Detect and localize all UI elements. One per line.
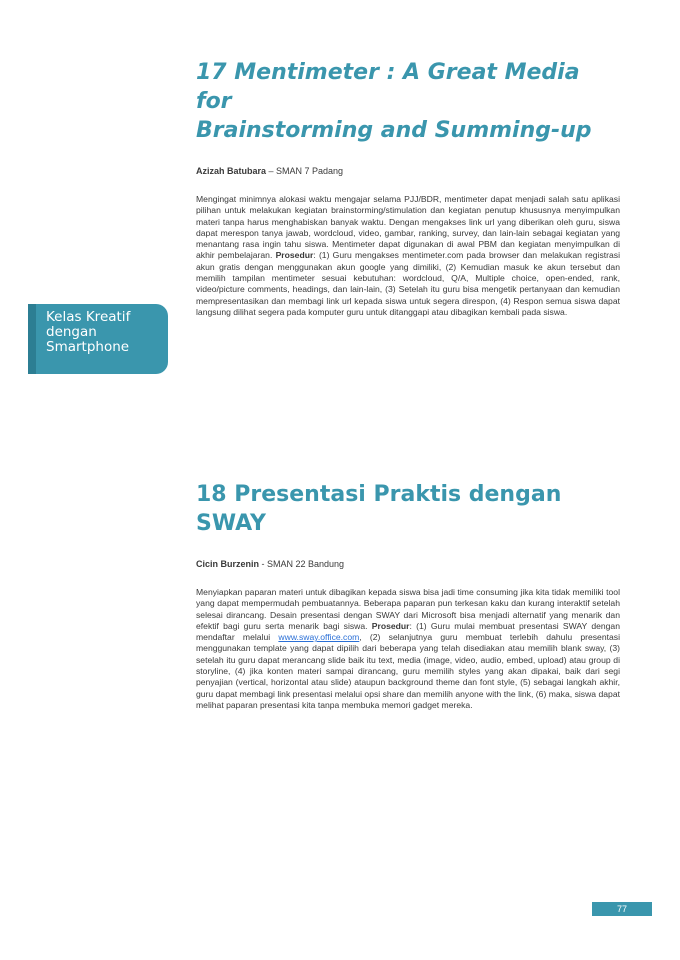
section-18-body	[196, 587, 620, 711]
section-17-procedure-label: Prosedur	[275, 250, 314, 261]
section-18	[196, 480, 620, 711]
section-18-author	[196, 558, 620, 570]
side-tab-line-1: Kelas Kreatif	[46, 309, 131, 325]
sway-link[interactable]: www.sway.office.com	[278, 632, 360, 643]
section-18-author-school: - SMAN 22 Bandung	[259, 559, 345, 569]
section-18-body-steps: , (2) selanjutnya guru membuat terlebih dahulu presentasi menggunakan template yang dapat dipilih dari beberapa yang telah disediakan atau memilih blank sway, (3) setelah itu guru dapat merancang slide baik itu text, media (image, video, audio, embed, upload) atau group di storyline, (4) jika konten materi sampai dirancang, guru memilih styles yang akan dipakai, baik dari segi penyajian (vertical, horizontal atau slide) ataupun background theme dan font style, (5) sebagai langkah akhir, guru dapat membagi link presentasi melalui opsi share dan memilih anyone with the link, (6) maka, siswa dapat melihat paparan presentasi kita tanpa membuka memori gadget mereka.	[196, 632, 620, 710]
side-tab-line-3: Smartphone	[46, 339, 130, 355]
section-18-title-line-1: 18 Presentasi Praktis dengan	[196, 482, 562, 507]
section-17-author-name: Azizah Batubara	[196, 166, 267, 176]
page-number: 77	[592, 902, 652, 916]
section-17	[196, 58, 620, 318]
section-17-title-line-2: Brainstorming and Summing-up	[196, 118, 592, 143]
section-17-author	[196, 165, 620, 177]
section-18-body-mid: : (1) Guru mulai membuat presentasi SWAY dengan mendaftar melalui	[196, 620, 620, 643]
section-17-body-intro: Mengingat minimnya alokasi waktu mengajar selama PJJ/BDR, mentimeter dapat menjadi salah satu aplikasi pilihan untuk melakukan kegiatan brainstorming/stimulation dan kegiatan penutup khususnya menyimpulkan materi tanpa harus menghabiskan banyak waktu. Dengan mengakses link url yang diberikan oleh guru, siswa dapat merespon tanya jawab, wordcloud, video, gambar, ranking, survey, dan lain-lain sebagai kegiatan yang menantang rasa ingin tahu siswa. Mentimeter dapat digunakan di awal PBM dan kegiatan menyimpulkan di akhir pembelajaran.	[196, 194, 620, 261]
section-18-author-name: Cicin Burzenin	[196, 559, 260, 569]
section-17-title	[196, 58, 620, 145]
section-17-author-school: – SMAN 7 Padang	[266, 166, 344, 176]
side-tab-line-2: dengan	[46, 324, 97, 340]
section-18-body-intro: Menyiapkan paparan materi untuk dibagikan kepada siswa bisa jadi time consuming jika kita tidak memiliki tool yang dapat mempermudah pembuatannya. Beberapa paparan pun terkesan kaku dan kurang interaktif setelah selesai dirancang. Desain presentasi dengan SWAY dari Microsoft bisa menjadi alternatif yang menarik dan efektif bagi guru serta menarik bagi siswa.	[196, 587, 620, 631]
chapter-side-tab	[28, 304, 168, 374]
section-18-title	[196, 480, 620, 538]
section-18-procedure-label: Prosedur	[371, 620, 410, 631]
section-17-body	[196, 194, 620, 318]
section-17-body-steps: : (1) Guru mengakses mentimeter.com pada browser dan melakukan registrasi akun gratis dengan menggunakan akun google yang dimiliki, (2) Kemudian masuk ke akun tersebut dan memilih tampilan mentimeter sesuai kebutuhan: wordcloud, Q/A, Multiple choice, open-ended, rank, video/picture comments, headings, dan lain-lain, (3) Setelah itu guru bisa mengetik pertanyaan dan kemudian mempresentasikan dan membagi link url kepada siswa untuk segera direspon, (4) Respon semua siswa dapat langsung dilihat segera pada komputer guru untuk ditanggapi atau dibagikan kembali pada siswa.	[196, 250, 620, 317]
section-18-title-line-2: SWAY	[196, 511, 266, 536]
section-17-title-line-1: 17 Mentimeter : A Great Media for	[196, 60, 580, 114]
